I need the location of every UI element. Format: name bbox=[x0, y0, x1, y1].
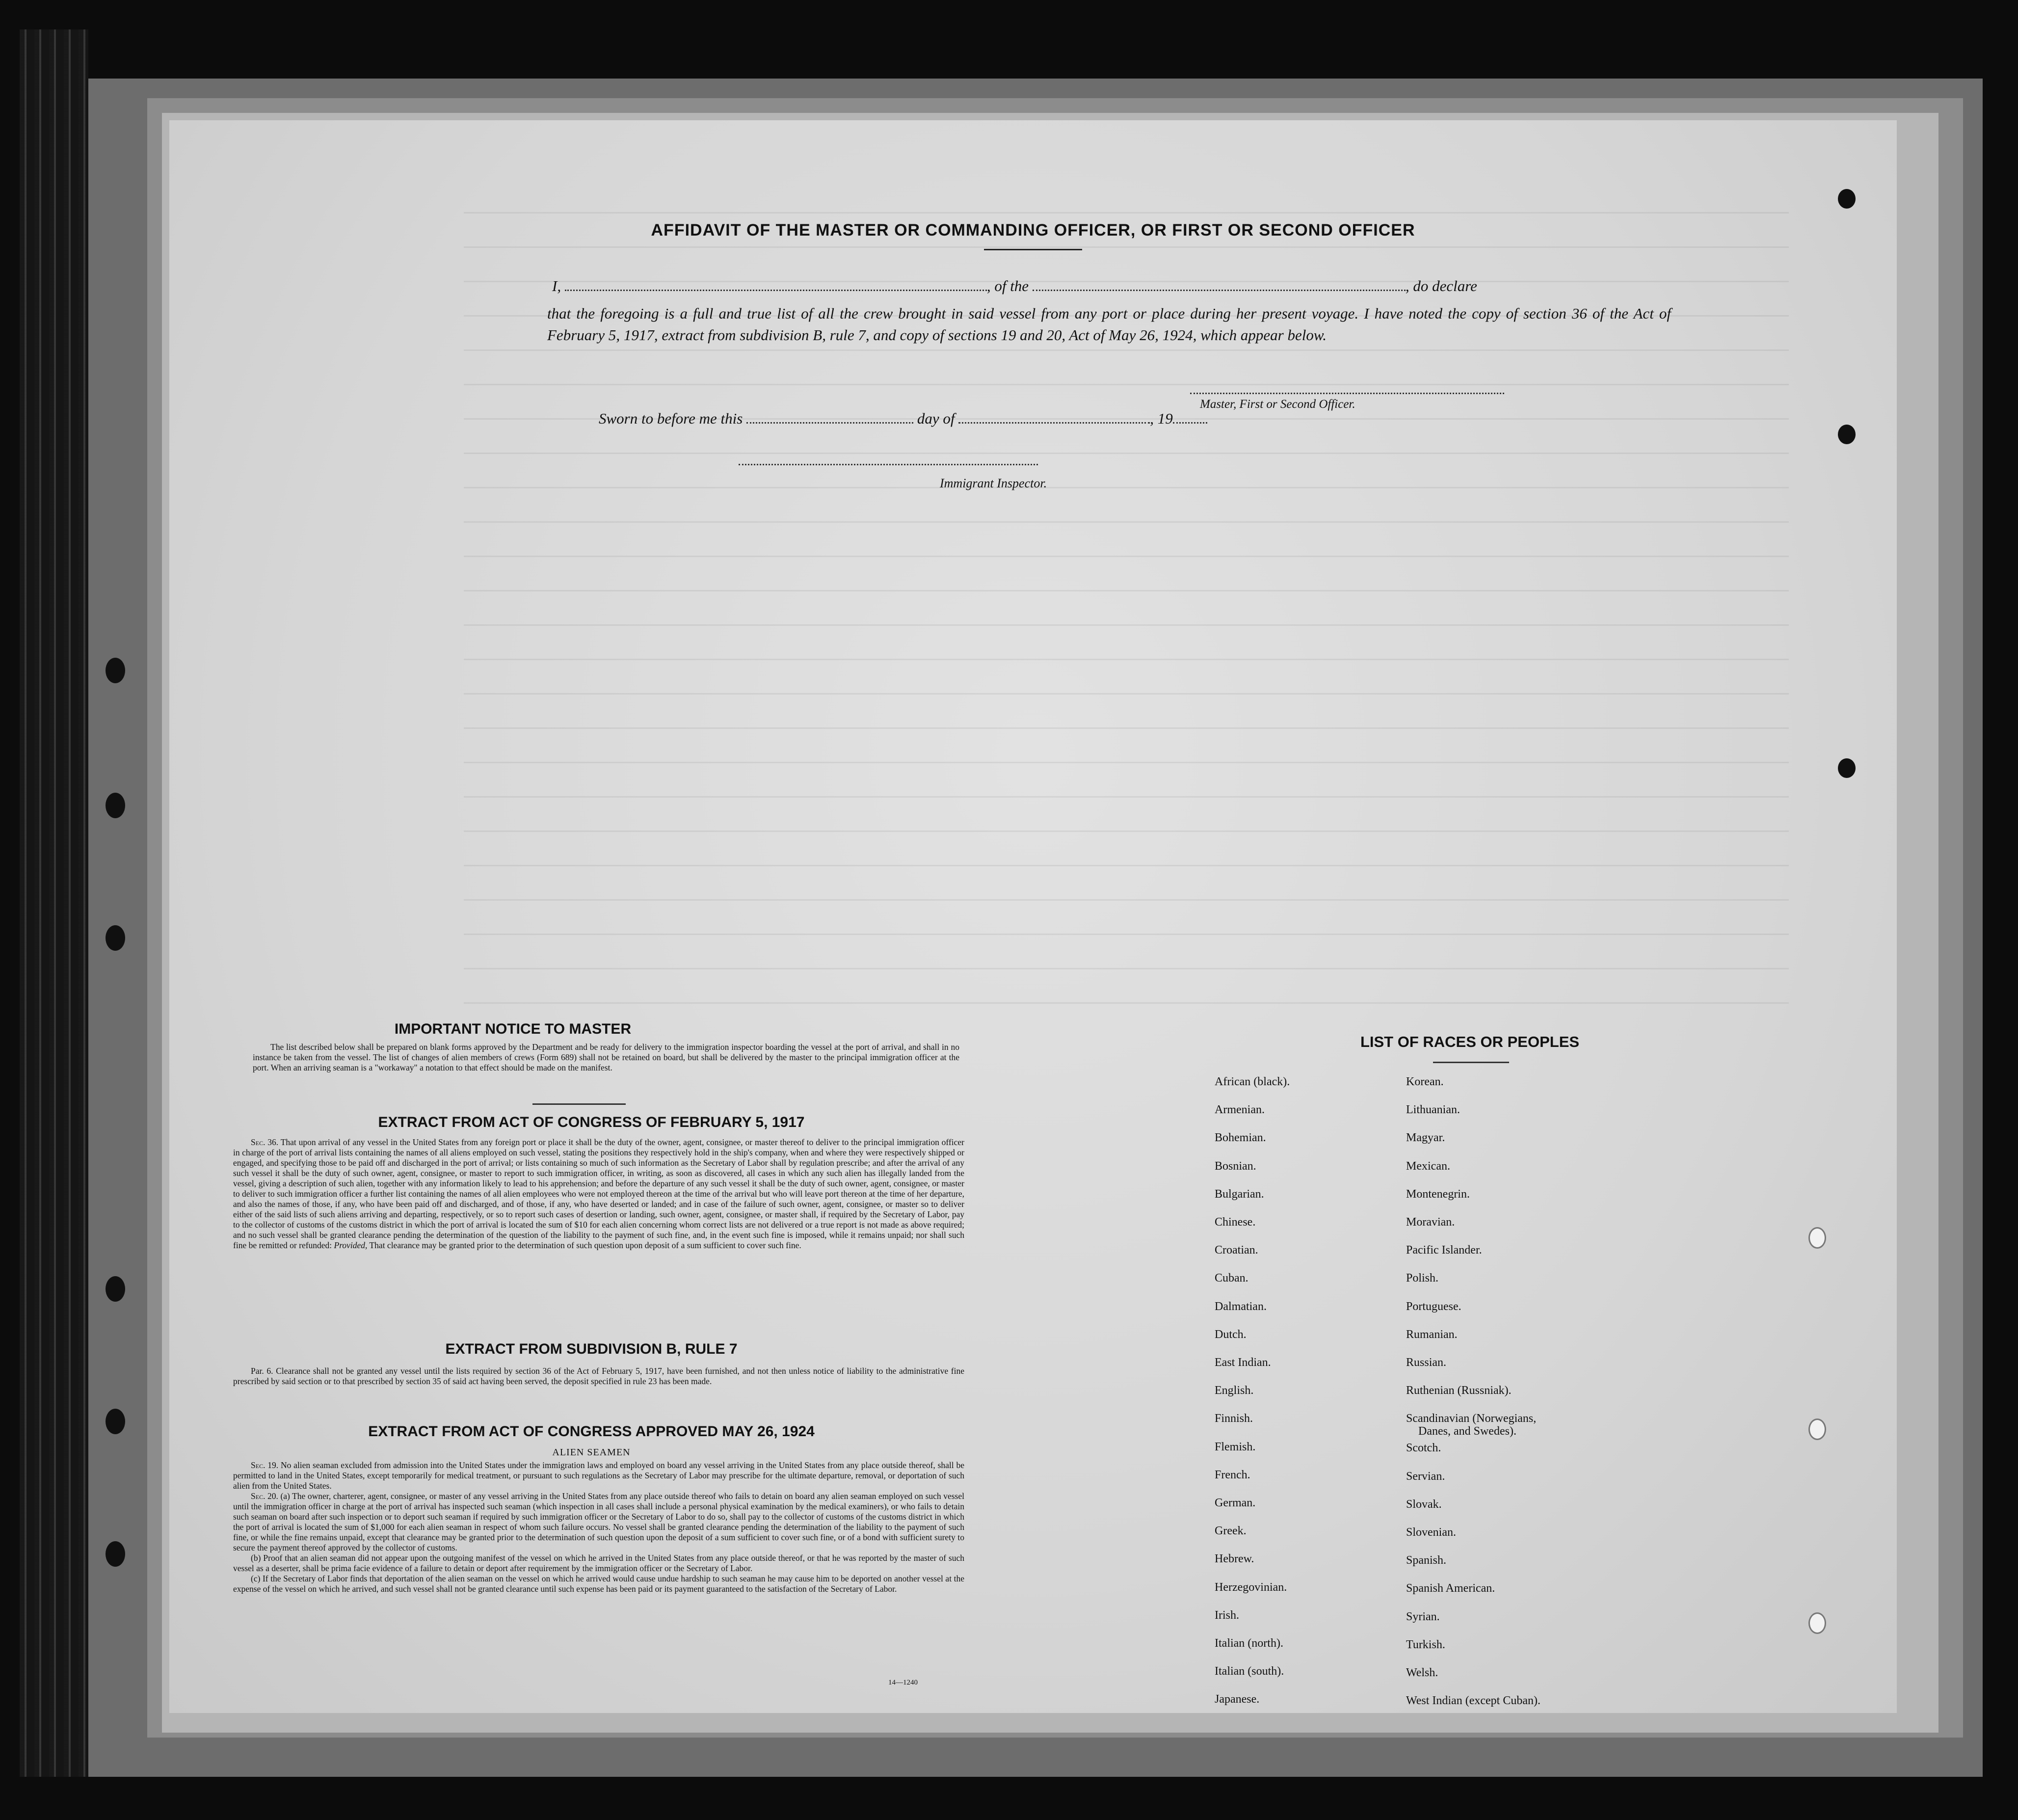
race-item: Welsh. bbox=[1406, 1666, 1438, 1680]
document-page bbox=[169, 120, 1897, 1713]
affidavit-body: that the foregoing is a full and true list of all the crew brought in said vessel from any port or place during her present voyage. I have noted the copy of section 36 of the Act of February 5, 1917, extract from subdivision B, rule 7, and copy of sections 19 and 20, Act of May 26, 1924, which appear below. bbox=[547, 305, 1671, 344]
alien-seamen-heading: ALIEN SEAMEN bbox=[552, 1447, 631, 1458]
section-20-b: (b) Proof that an alien seaman did not appear upon the outgoing manifest of the vessel on which he arrived in the United States from any place outside thereof, or that he was reported by the master of such vessel as a deserter, shall be prima facie evidence of a failure to detain or deport after requirement by the immigration officer or the Secretary of Labor. bbox=[233, 1553, 964, 1573]
important-notice-title: IMPORTANT NOTICE TO MASTER bbox=[394, 1021, 632, 1037]
section-label: Sec. 36. bbox=[251, 1137, 279, 1147]
provided-label: Provided, bbox=[334, 1240, 368, 1250]
section-20-a: (a) The owner, charterer, agent, consignee, or master of any vessel arriving in the United States from any place outside thereof who fails to detain on board any alien seaman employed on such vessel until the immigration officer in charge at the port of arrival has inspected such seaman (which inspection in all cases shall include a personal physical examination by the medical examiners), or who fails to detain such seaman on board after such inspection or to deport such seaman if required by such immigration officer or the Secretary of Labor to do so, shall pay to the collector of customs of the customs district in which the port of arrival is located the sum of $1,000 for each alien seaman in respect of whom such failure occurs. No vessel shall be granted clearance pending the determination of the liability to the payment of such fine, or while the fine remains unpaid, except that clearance may be granted prior to the determination of such question upon the deposit of a sum sufficient to cover such fine, or of a bond with sufficient surety to secure the payment thereof approved by the collector of customs. bbox=[233, 1491, 964, 1552]
day-of-label: day of bbox=[917, 410, 955, 427]
race-item: Polish. bbox=[1406, 1272, 1439, 1285]
signature-line bbox=[739, 464, 1038, 465]
race-item: Scandinavian (Norwegians, bbox=[1406, 1412, 1537, 1425]
race-item: Lithuanian. bbox=[1406, 1103, 1460, 1117]
race-item: Bohemian. bbox=[1215, 1131, 1266, 1145]
race-item: Herzegovinian. bbox=[1215, 1580, 1287, 1594]
race-item: Spanish American. bbox=[1406, 1582, 1495, 1595]
race-item: Danes, and Swedes). bbox=[1418, 1425, 1516, 1438]
month-blank bbox=[958, 422, 1150, 424]
divider bbox=[532, 1103, 626, 1105]
race-item: Scotch. bbox=[1406, 1442, 1441, 1455]
rule-7-text bbox=[233, 1366, 964, 1387]
race-item: Servian. bbox=[1406, 1470, 1445, 1483]
race-item: Mexican. bbox=[1406, 1159, 1450, 1173]
section-36-text bbox=[233, 1137, 964, 1251]
race-item: Spanish. bbox=[1406, 1554, 1447, 1567]
punch-hole bbox=[106, 1541, 125, 1567]
section-36-body: That upon arrival of any vessel in the United States from any foreign port or place it shall be the duty of the owner, agent, consignee, or master thereof to deliver to the principal immigration officer in charge of the port of arrival lists containing the names of all aliens employed on such vessel, stating the positions they respectively hold in the ship's company, when and where they were respectively shipped or engaged, and specifying those to be paid off and discharged in the port of arrival; or lists containing so much of such information as the Secretary of Labor shall by regulation prescribe; and after the arrival of any such vessel it shall be the duty of such owner, agent, consignee, or master to report to such immigration officer, in writing, as soon as discovered, all cases in which any such alien has illegally landed from the vessel, giving a description of such alien, together with any information likely to lead to his apprehension; and before the departure of any such vessel it shall be the duty of such owner, agent, consignee, or master to deliver to such immigration officer a further list containing the names of all alien employees who were not employed thereon at the time of the arrival but who will leave port thereon at the time of her departure, and also the names of those, if any, who have been paid off and discharged, and of those, if any, who have deserted or landed; and in case of the failure of such owner, agent, consignee, or master so to deliver either of the said lists of such aliens arriving and departing, respectively, or so to report such cases of desertion or landing, such owner, agent, consignee, or master shall, if required by the Secretary of Labor, pay to the collector of customs of the customs district in which the port of arrival is located the sum of $10 for each alien concerning whom correct lists are not delivered or a true report is not made as above required; and no such vessel shall be granted clearance pending the determination of the question of the liability to the payment of such fine, and, in the event such fine is imposed, while it remains unpaid; nor shall such fine be remitted or refunded: bbox=[233, 1137, 964, 1250]
act-1924-text bbox=[233, 1460, 964, 1594]
race-item: Ruthenian (Russniak). bbox=[1406, 1384, 1512, 1397]
race-item: Rumanian. bbox=[1406, 1328, 1458, 1341]
race-item: Slovak. bbox=[1406, 1498, 1442, 1511]
race-item: Dutch. bbox=[1215, 1328, 1247, 1341]
microfilm-edge bbox=[20, 29, 88, 1777]
race-item: Montenegrin. bbox=[1406, 1187, 1470, 1201]
section-label: Sec. 20. bbox=[251, 1491, 278, 1501]
rule-7-title: EXTRACT FROM SUBDIVISION B, RULE 7 bbox=[445, 1341, 738, 1357]
race-item: East Indian. bbox=[1215, 1356, 1271, 1369]
race-item: Russian. bbox=[1406, 1356, 1447, 1369]
punch-hole bbox=[1808, 1227, 1826, 1249]
punch-hole bbox=[106, 1276, 125, 1302]
affidavit-declaration-line bbox=[552, 277, 1666, 295]
punch-hole bbox=[106, 793, 125, 818]
race-item: English. bbox=[1215, 1384, 1254, 1397]
signature-line bbox=[1190, 393, 1504, 394]
race-item: Turkish. bbox=[1406, 1638, 1445, 1651]
do-declare-label: , do declare bbox=[1405, 277, 1477, 294]
vessel-blank bbox=[1033, 290, 1406, 291]
punch-hole bbox=[106, 1409, 125, 1434]
race-item: Hebrew. bbox=[1215, 1552, 1254, 1566]
race-item: Pacific Islander. bbox=[1406, 1244, 1482, 1257]
race-item: Croatian. bbox=[1215, 1244, 1258, 1257]
race-item: Japanese. bbox=[1215, 1693, 1260, 1706]
inspector-label: Immigrant Inspector. bbox=[940, 476, 1047, 490]
race-item: Moravian. bbox=[1406, 1216, 1455, 1229]
section-20-c: (c) If the Secretary of Labor finds that deportation of the alien seaman on the vessel on which he arrived would cause undue hardship to such seaman he may cause him to be deported on another vessel at the expense of the vessel on which he arrived, and such vessel shall not be granted clearance until such expense has been paid or its payment guaranteed to the satisfaction of the Secretary of Labor. bbox=[233, 1574, 964, 1594]
punch-hole bbox=[1808, 1612, 1826, 1634]
race-item: Chinese. bbox=[1215, 1216, 1256, 1229]
important-notice-text bbox=[253, 1042, 959, 1073]
race-item: Bosnian. bbox=[1215, 1159, 1256, 1173]
sworn-line bbox=[599, 410, 1207, 428]
punch-hole bbox=[106, 658, 125, 683]
important-notice-paragraph: The list described below shall be prepared on blank forms approved by the Department and be ready for delivery to the immigration inspector boarding the vessel at the port of arrival, and shall in no instance be taken from the vessel. The list of changes of alien members of crews (Form 689) shall not be retained on board, but shall be delivered by the master to the principal immigration officer at the port. When an arriving seaman is a "workaway" a notation to that effect should be made on the manifest. bbox=[253, 1042, 959, 1072]
divider bbox=[984, 249, 1082, 250]
divider bbox=[1433, 1062, 1509, 1063]
of-the-label: , of the bbox=[986, 277, 1029, 294]
race-item: Italian (south). bbox=[1215, 1665, 1284, 1678]
punch-hole bbox=[106, 925, 125, 951]
race-item: Slovenian. bbox=[1406, 1526, 1456, 1539]
i-label: I, bbox=[552, 277, 561, 294]
punch-hole bbox=[1838, 189, 1856, 209]
punch-hole bbox=[1838, 758, 1856, 778]
section-36-tail: That clearance may be granted prior to the determination of such question upon deposit of a sum sufficient to cover such fine. bbox=[369, 1240, 801, 1250]
race-item: Magyar. bbox=[1406, 1131, 1445, 1145]
act-1924-title: EXTRACT FROM ACT OF CONGRESS APPROVED MAY 26, 1924 bbox=[368, 1423, 815, 1440]
race-item: Italian (north). bbox=[1215, 1637, 1283, 1650]
race-item: Syrian. bbox=[1406, 1610, 1440, 1623]
race-item: African (black). bbox=[1215, 1075, 1290, 1088]
race-item: French. bbox=[1215, 1468, 1250, 1481]
races-list-title: LIST OF RACES OR PEOPLES bbox=[1360, 1033, 1580, 1050]
race-item: German. bbox=[1215, 1497, 1256, 1509]
race-item: Finnish. bbox=[1215, 1412, 1253, 1425]
race-item: Bulgarian. bbox=[1215, 1187, 1264, 1201]
master-signature-label: Master, First or Second Officer. bbox=[1200, 398, 1355, 411]
section-label: Sec. 19. bbox=[251, 1460, 279, 1470]
form-number: 14—1240 bbox=[888, 1679, 918, 1686]
race-item: Flemish. bbox=[1215, 1440, 1256, 1453]
year-prefix: , 19 bbox=[1150, 410, 1173, 427]
punch-hole bbox=[1808, 1419, 1826, 1440]
race-item: Korean. bbox=[1406, 1075, 1444, 1088]
race-item: Cuban. bbox=[1215, 1272, 1248, 1285]
sworn-prefix: Sworn to before me this bbox=[599, 410, 743, 427]
race-item: Dalmatian. bbox=[1215, 1300, 1267, 1313]
act-1917-title: EXTRACT FROM ACT OF CONGRESS OF FEBRUARY 5, 1917 bbox=[378, 1114, 805, 1130]
name-blank bbox=[565, 290, 987, 291]
race-item: Irish. bbox=[1215, 1608, 1239, 1622]
year-blank bbox=[1173, 422, 1207, 424]
race-item: Greek. bbox=[1215, 1525, 1247, 1538]
race-item: West Indian (except Cuban). bbox=[1406, 1694, 1540, 1708]
punch-hole bbox=[1838, 425, 1856, 444]
rule-7-paragraph: Par. 6. Clearance shall not be granted any vessel until the lists required by section 36 of the Act of February 5, 1917, have been furnished, and not then unless notice of liability to the administrative fine prescribed by said section or to that prescribed by section 35 of said act having been served, the deposit specified in rule 23 has been made. bbox=[233, 1366, 964, 1386]
race-item: Armenian. bbox=[1215, 1103, 1265, 1117]
section-19-body: No alien seaman excluded from admission into the United States under the immigration laws and employed on board any vessel arriving in the United States from any place outside thereof, shall be permitted to land in the United States, except temporarily for medical treatment, or pursuant to such regulations as the Secretary of Labor may prescribe for the ultimate departure, removal, or deportation of such alien from the United States. bbox=[233, 1460, 964, 1491]
race-item: Portuguese. bbox=[1406, 1300, 1461, 1313]
day-blank bbox=[746, 422, 913, 424]
affidavit-title: AFFIDAVIT OF THE MASTER OR COMMANDING OFFICER, OR FIRST OR SECOND OFFICER bbox=[651, 221, 1415, 240]
